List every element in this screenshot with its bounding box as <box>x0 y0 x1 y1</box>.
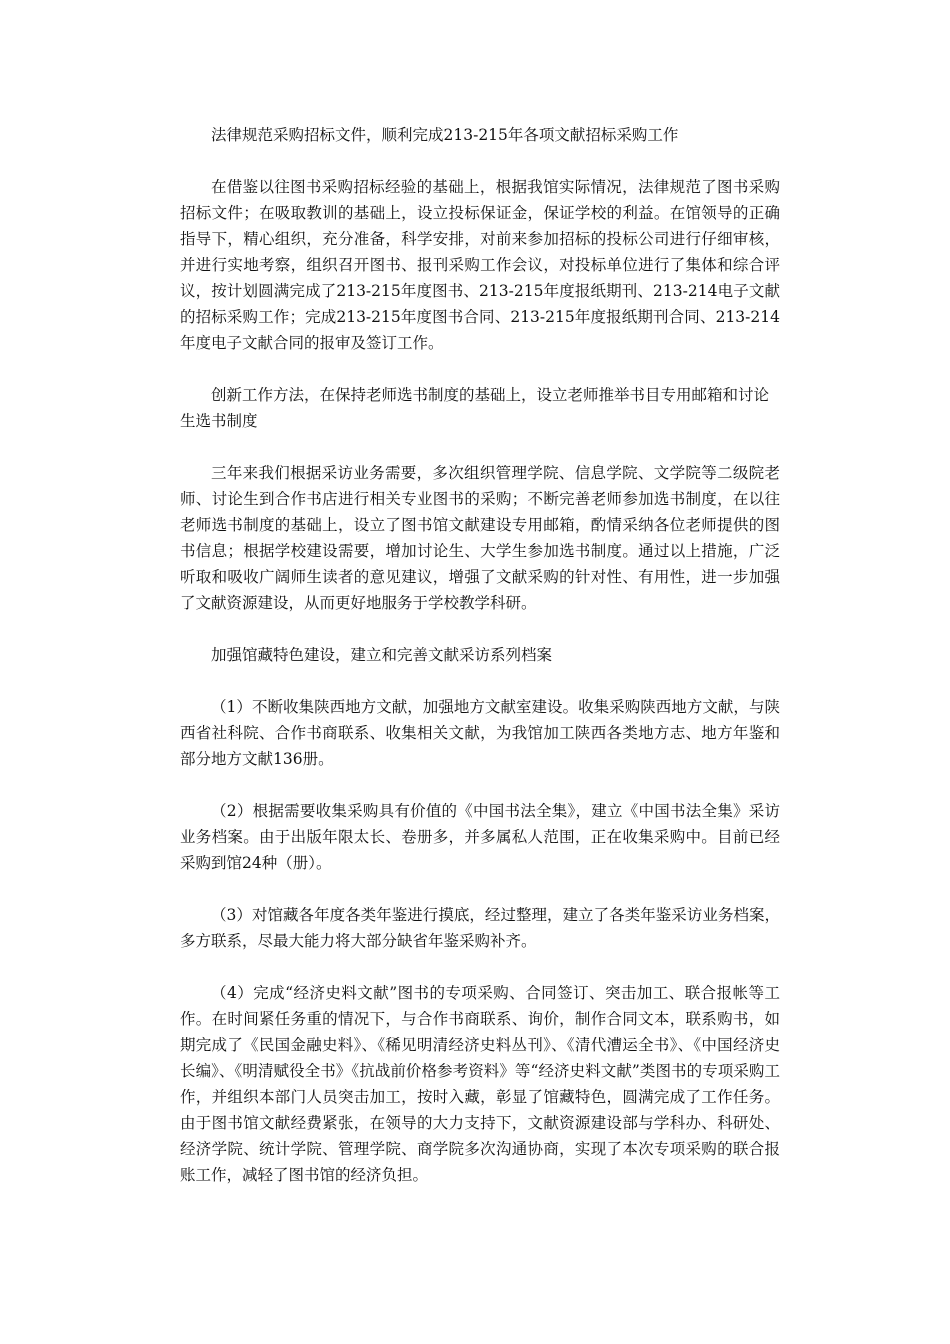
document-page <box>180 122 780 1214</box>
section-heading: 法律规范采购招标文件，顺利完成213-215年各项文献招标采购工作 <box>211 126 679 144</box>
paragraph: （3）对馆藏各年度各类年鉴进行摸底，经过整理，建立了各类年鉴采访业务档案，多方联系，尽最大能力将大部分缺省年鉴采购补齐。 <box>180 906 780 950</box>
paragraph: 在借鉴以往图书采购招标经验的基础上，根据我馆实际情况，法律规范了图书采购招标文件；在吸取教训的基础上，设立投标保证金，保证学校的利益。在馆领导的正确指导下，精心组织，充分准备，科学安排，对前来参加招标的投标公司进行仔细审核，并进行实地考察，组织召开图书、报刊采购工作会议，对投标单位进行了集体和综合评议，按计划圆满完成了213-215年度图书、213-215年度报纸期刊、213-214电子文献的招标采购工作；完成213-215年度图书合同、213-215年度报纸期刊合同、213-214年度电子文献合同的报审及签订工作。 <box>180 178 780 352</box>
paragraph: （2）根据需要收集采购具有价值的《中国书法全集》，建立《中国书法全集》采访业务档案。由于出版年限太长、卷册多，并多属私人范围，正在收集采购中。目前已经采购到馆24种（册）。 <box>180 802 780 872</box>
paragraph: 三年来我们根据采访业务需要，多次组织管理学院、信息学院、文学院等二级院老师、讨论生到合作书店进行相关专业图书的采购；不断完善老师参加选书制度，在以往老师选书制度的基础上，设立了图书馆文献建设专用邮箱，酌情采纳各位老师提供的图书信息；根据学校建设需要，增加讨论生、大学生参加选书制度。通过以上措施，广泛听取和吸收广阔师生读者的意见建议，增强了文献采购的针对性、有用性，进一步加强了文献资源建设，从而更好地服务于学校教学科研。 <box>180 464 780 612</box>
section-heading: 创新工作方法，在保持老师选书制度的基础上，设立老师推举书目专用邮箱和讨论生选书制度 <box>180 386 770 430</box>
paragraph: （4）完成“经济史料文献”图书的专项采购、合同签订、突击加工、联合报帐等工作。在时间紧任务重的情况下，与合作书商联系、询价，制作合同文本，联系购书，如期完成了《民国金融史料》、《稀见明清经济史料丛刊》、《清代漕运全书》、《中国经济史长编》、《明清赋役全书》《抗战前价格参考资料》等“经济史料文献”类图书的专项采购工作，并组织本部门人员突击加工，按时入藏，彰显了馆藏特色，圆满完成了工作任务。由于图书馆文献经费紧张，在领导的大力支持下，文献资源建设部与学科办、科研处、经济学院、统计学院、管理学院、商学院多次沟通协商，实现了本次专项采购的联合报账工作，减轻了图书馆的经济负担。 <box>180 984 780 1184</box>
section-heading: 加强馆藏特色建设，建立和完善文献采访系列档案 <box>211 646 553 664</box>
paragraph: （1）不断收集陕西地方文献，加强地方文献室建设。收集采购陕西地方文献，与陕西省社科院、合作书商联系、收集相关文献，为我馆加工陕西各类地方志、地方年鉴和部分地方文献136册。 <box>180 698 780 768</box>
